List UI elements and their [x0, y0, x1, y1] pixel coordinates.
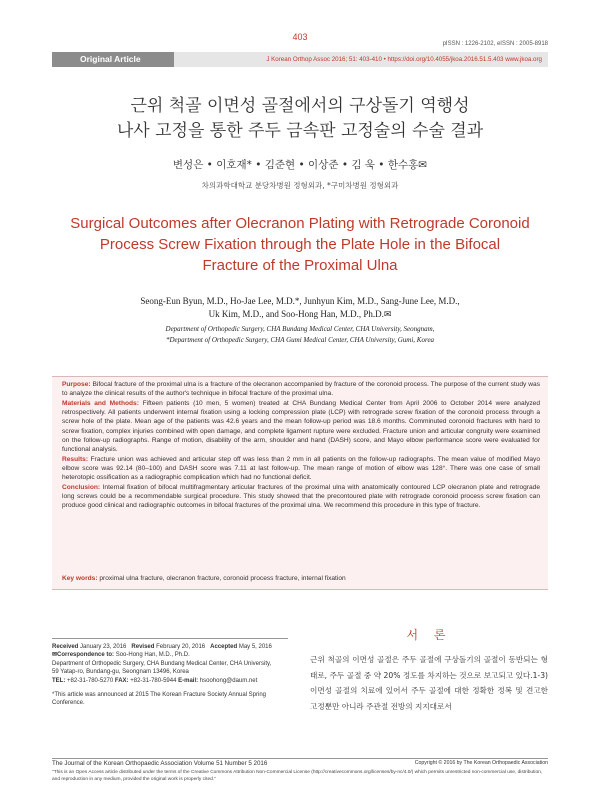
- corr-label: ✉Correspondence to:: [52, 652, 115, 659]
- abstract: [52, 376, 548, 590]
- korean-title-line: 근위 척골 이면성 골절에서의 구상돌기 역행성: [130, 96, 470, 116]
- corr-address: 59 Yatap-ro, Bundang-gu, Seongnam 13496, Korea: [52, 669, 189, 676]
- corr-contact: [52, 677, 288, 685]
- footer-copyright: Copyright © 2016 by The Korean Orthopaedic Association: [414, 760, 548, 766]
- results-text: Fracture union was achieved and articular step off was less than 2 mm in all patients on the follow-up radiographs. The mean value of modified Mayo elbow score was 92.14 (80–100) and DASH score was 7.11 at last follow-up. The mean range of motion of elbow was 128°. There was one case of small heterotopic ossification as a radiographic complication which had no functional deficit.: [62, 455, 540, 482]
- intro-heading: 서 론: [406, 628, 452, 642]
- english-affiliation: [0, 324, 600, 346]
- conclusion-text: Internal fixation of bifocal multifragmentary articular fractures of the proximal ulna with anatomically contoured LCP olecranon plate and retrograde long screws could be a recommendable surgical procedure. This study showed that the precontoured plate with retrograde coronoid process screw fixation can produce good clinical and radiographic outcomes in bifocal fractures of the proximal ulna. We recommend this procedure in this type of fracture.: [62, 483, 540, 510]
- purpose-text: Bifocal fracture of the proximal ulna is a fracture of the olecranon accompanied by fracture of the coronoid process. The purpose of the current study was to analyze the clinical results of the author's technique in bifocal fracture of the proximal ulna.: [62, 381, 540, 398]
- email-link[interactable]: hsoohong@daum.net: [198, 677, 258, 684]
- accepted-date: May 5, 2016: [237, 644, 272, 650]
- authors-line: Seong-Eun Byun, M.D., Ho-Jae Lee, M.D.*, Junhyun Kim, M.D., Sang-June Lee, M.D.,: [140, 296, 460, 306]
- results-label: Results:: [62, 455, 89, 463]
- conference-note: Conference.: [52, 700, 85, 707]
- fax-label: FAX:: [114, 677, 129, 684]
- page-number: 403: [292, 32, 308, 42]
- corr-address: Department of Orthopedic Surgery, CHA Bundang Medical Center, CHA University,: [52, 660, 272, 667]
- methods-label: Materials and Methods:: [62, 399, 139, 407]
- conference-note: *This article was announced at 2015 The Korean Fracture Society Annual Spring: [52, 692, 267, 699]
- english-title: [0, 213, 600, 276]
- authors-line: Uk Kim, M.D., and Soo-Hong Han, M.D., Ph.D.✉: [208, 308, 392, 319]
- english-title-line: Surgical Outcomes after Olecranon Plating with Retrograde Coronoid: [70, 215, 530, 232]
- korean-title: [0, 94, 600, 144]
- conclusion-label: Conclusion:: [62, 483, 101, 491]
- tel-label: TEL:: [52, 677, 66, 684]
- accepted-label: Accepted: [210, 644, 238, 650]
- korean-title-line: 나사 고정을 통한 주두 금속판 고정술의 수술 결과: [116, 121, 484, 141]
- received-date: January 23, 2016: [78, 644, 127, 650]
- email-label: E-mail:: [178, 677, 199, 684]
- abstract-results: [62, 455, 540, 483]
- keywords-label: Key words:: [62, 575, 98, 582]
- affiliation-line: Department of Orthopedic Surgery, CHA Bundang Medical Center, CHA University, Seongnam,: [165, 325, 435, 333]
- corr-line: [52, 651, 288, 659]
- purpose-label: Purpose:: [62, 381, 91, 388]
- section-label: Original Article: [52, 52, 174, 67]
- english-title-line: Process Screw Fixation through the Plate Hole in the Bifocal: [99, 236, 501, 253]
- citation-line[interactable]: J Korean Orthop Assoc 2016; 51: 403-410 • https://doi.org/10.4055/jkoa.2016.51.5.403 www.jkoa.org: [266, 56, 542, 63]
- correspondence-block: [52, 638, 288, 708]
- english-title-line: Fracture of the Proximal Ulna: [202, 257, 398, 274]
- footer-journal: The Journal of the Korean Orthopaedic Association Volume 51 Number 5 2016: [52, 760, 268, 767]
- journal-header-bar: [52, 52, 548, 67]
- intro-text: 근위 척골의 이면성 골절은 주두 골절에 구상돌기의 골절이 동반되는 형태로, 주두 골절 중 약 20% 정도를 차지하는 것으로 보고되고 있다.1-3) 이면성 골절의 치료에 있어서 주두 골절에 대한 정확한 정복 및 견고한 고정뿐만 아니라 주관절 전방의 지지대로서: [310, 655, 548, 711]
- revised-date: February 20, 2016: [154, 644, 206, 650]
- abstract-keywords: [62, 574, 346, 583]
- abstract-conclusion: [62, 483, 540, 511]
- received-label: Received: [52, 644, 79, 650]
- tel-value: +82-31-780-5270: [65, 677, 115, 684]
- abstract-purpose: [62, 380, 540, 399]
- korean-affiliation: 차의과학대학교 분당차병원 정형외과, *구미차병원 정형외과: [201, 181, 399, 190]
- korean-authors: 변성은 • 이호재* • 김준현 • 이상준 • 김 욱 • 한수홍✉: [172, 159, 428, 171]
- footer-divider: [52, 758, 548, 759]
- affiliation-line: *Department of Orthopedic Surgery, CHA Gumi Medical Center, CHA University, Gumi, Korea: [165, 336, 435, 344]
- english-authors: [0, 295, 600, 320]
- methods-text: Fifteen patients (10 men, 5 women) treated at CHA Bundang Medical Center from April 2006 to October 2014 were analyzed retrospectively. All patients underwent internal fixation using a locking compression plate (LCP) with retrograde screw fixation of the coronoid process through a screw hole of the plate. Mean age of the patients was 42.6 years and the mean follow-up period was 18.6 months. Comminuted coronoid fractures with hard to screw fixation, complex injuries combined with open damage, and complete ligament rupture were excluded. Fracture union and articular congruity were examined on the follow-up radiographs. Range of motion, disability of the arm, shoulder and hand (DASH) score, and Mayo elbow performance score were evaluated for functional analysis.: [62, 399, 541, 454]
- revised-label: Revised: [131, 644, 155, 650]
- fax-value: +82-31-780-5944: [128, 677, 179, 684]
- footer-license: "This is an Open Access article distributed under the terms of the Creative Commons Attribution Non-Commercial License (http://creativecommons.org/licenses/by-nc/4.0/) which permits unrestricted non-commercial use, distribution, and reproduction in any medium, provided the original work is properly cited.": [52, 770, 543, 782]
- dates-line: [52, 643, 288, 651]
- abstract-methods: [62, 399, 540, 455]
- corr-name: Soo-Hong Han, M.D., Ph.D.: [114, 652, 190, 659]
- issn: pISSN : 1226-2102, eISSN : 2005-8918: [442, 41, 548, 47]
- keywords-text: proximal ulna fracture, olecranon fracture, coronoid process fracture, internal fixation: [97, 575, 346, 582]
